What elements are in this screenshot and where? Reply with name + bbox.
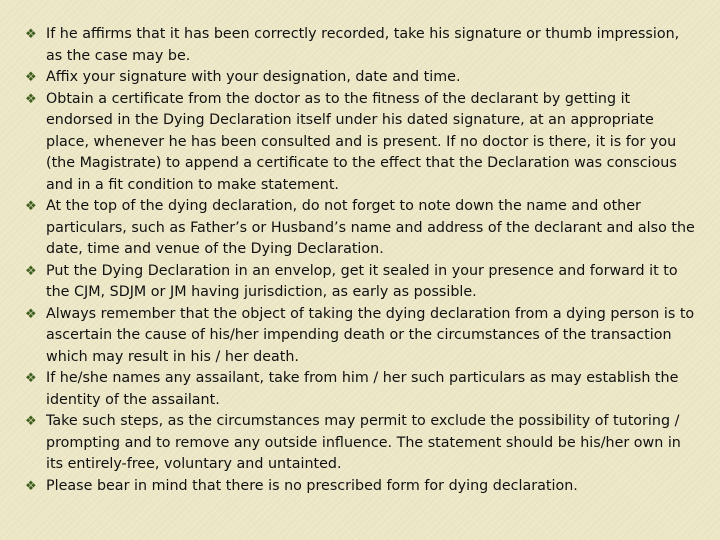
list-item	[24, 304, 696, 369]
list-item	[24, 476, 696, 498]
diamond-bullet-icon: ❖	[25, 91, 37, 107]
list-item	[24, 89, 696, 197]
list-item-text: Please bear in mind that there is no prescribed form for dying declaration.	[46, 477, 578, 494]
list-item-text: Always remember that the object of taking the dying declaration from a dying person is to ascertain the cause of his/her impending death or the circumstances of the transaction which may result in his / her death.	[46, 305, 695, 365]
diamond-bullet-icon: ❖	[25, 414, 37, 429]
bullet-list	[24, 24, 696, 497]
list-item-text: At the top of the dying declaration, do not forget to note down the name and other particulars, such as Father’s or Husband’s name and address of the declarant and also the date, time and venue of the Dying Declaration.	[46, 198, 695, 257]
diamond-bullet-icon: ❖	[25, 478, 37, 494]
diamond-bullet-icon: ❖	[25, 27, 37, 42]
list-item-text: If he affirms that it has been correctly recorded, take his signature or thumb impression, as the case may be.	[46, 26, 680, 64]
diamond-bullet-icon: ❖	[25, 263, 37, 279]
list-item-text: Take such steps, as the circumstances may permit to exclude the possibility of tutoring / prompting and to remove any outside influence. The statement should be his/her own in its entirely-free, voluntary and untainted.	[46, 413, 681, 472]
list-item	[24, 261, 696, 304]
list-item-text: Put the Dying Declaration in an envelop, get it sealed in your presence and forward it to the CJM, SDJM or JM having jurisdiction, as early as possible.	[46, 262, 678, 300]
diamond-bullet-icon: ❖	[25, 371, 37, 386]
list-item	[24, 368, 696, 411]
list-item-text: If he/she names any assailant, take from him / her such particulars as may establish the identity of the assailant.	[46, 370, 679, 408]
list-item	[24, 67, 696, 89]
diamond-bullet-icon: ❖	[25, 199, 37, 214]
diamond-bullet-icon: ❖	[25, 70, 37, 85]
list-item	[24, 196, 696, 261]
list-item	[24, 24, 696, 67]
list-item-text: Obtain a certificate from the doctor as to the fitness of the declarant by getting it endorsed in the Dying Declaration itself under his dated signature, at an appropriate place, whenever he has been consulted and is present. If no doctor is there, it is for you (the Magistrate) to append a certificate to the effect that the Declaration was conscious and in a fit condition to make statement.	[46, 90, 677, 193]
diamond-bullet-icon: ❖	[25, 306, 37, 322]
list-item	[24, 411, 696, 476]
list-item-text: Affix your signature with your designation, date and time.	[46, 69, 461, 85]
